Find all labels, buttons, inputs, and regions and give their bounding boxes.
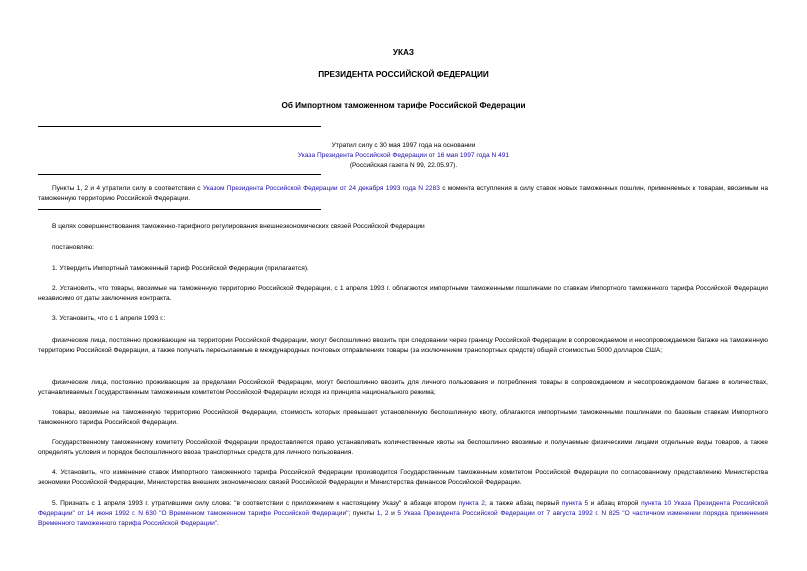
doc-issuer: ПРЕЗИДЕНТА РОССИЙСКОЙ ФЕДЕРАЦИИ [318,70,489,79]
doc-title: УКАЗ [392,48,415,57]
divider-bottom [38,209,321,210]
preamble: В целях совершенствования таможенно-тарифного регулирования внешнеэкономических связей Российской Федерации [52,223,425,230]
annulment-link[interactable]: Указа Президента Российской Федерации от 16 мая 1997 года N 491 [297,152,510,159]
clause-3-customs-committee: Государственному таможенному комитету Российской Федерации предоставляется право устанавливать количественные квоты на беспошлинно ввозимые и получаемые физическими лицами отдельные виды товаров, а также определять условия и порядок беспошлинного ввоза транспортных средств для личного пользования. [38,439,768,457]
clause-2: 2. Установить, что товары, ввозимые на таможенную территорию Российской Федерации, с 1 апреля 1993 г. облагаются импортными таможенными пошлинами по ставкам Импортного таможенного тарифа Российской Федерации независимо от даты заключения контракта. [38,285,768,303]
annulment-line: Утратил силу с 30 мая 1997 года на основании [331,142,476,149]
clause-4: 4. Установить, что изменение ставок Импортного таможенного тарифа Российской Федерации производится Государственным таможенным комитетом Российской Федерации по согласованному представлению Министерства экономики Российской Федерации, Министерства внешних экономических связей Российской Федерации и Министерства финансов Российской Федерации. [38,469,768,487]
clause-1: 1. Утвердить Импортный таможенный тариф Российской Федерации (прилагается). [52,265,309,272]
annulment-link-line [0,151,807,161]
clause-3: 3. Установить, что с 1 апреля 1993 г.: [52,315,166,322]
decree-word: постановляю: [52,244,95,251]
clause-5-text-4: ; пункты [348,510,377,518]
clause-5-text-1: 5. Признать с 1 апреля 1993 г. утратившими силу слова: "в соответствии с приложением к настоящему Указу" в абзаце втором [52,500,459,507]
doc-heading: Об Импортном таможенном тарифе Российской Федерации [281,101,526,110]
clause-5-text-5: , [380,510,385,518]
clause-5-link-p5[interactable]: пункта 5 [561,500,589,507]
clause-5-link-item-1[interactable]: 1 [376,510,381,518]
note-text-2: с момента вступления в силу ставок новых таможенных пошлин, применяемых к товарам, ввозимым на таможенную территорию Российской Федерации. [38,185,768,203]
clause-5-link-decree-825[interactable]: 5 Указа Президента Российской Федерации от 7 августа 1992 г. N 825 "О частичном изменении порядка применения Временного таможенного тарифа Российской Федерации" [38,510,768,528]
annulment-source: (Российская газета N 99, 22.05.97). [349,162,458,169]
clause-5-text-6: и [388,510,398,518]
clause-5-link-decree-630[interactable]: пункта 10 Указа Президента Российской Федерации" от 14 июня 1992 г. N 630 "О Временном таможенном тарифе Российской Федерации" [38,500,768,518]
clause-3-nonresidents: физические лица, постоянно проживающие за пределами Российской Федерации, могут беспошлинно ввозить для личного пользования и потребления товары в сопровождаемом и несопровождаемом багаже в количествах, устанавливаемых Государственным таможенным комитетом Российской Федерации исходя из принципа национального режима; [38,379,768,397]
clause-5 [38,499,768,530]
note-text-1: Пункты 1, 2 и 4 утратили силу в соответствии с [52,185,203,192]
clause-5-text-2: , а также абзац первый [484,500,562,507]
divider-middle [38,174,321,175]
note-link[interactable]: Указом Президента Российской Федерации от 24 декабря 1993 года N 2283 [202,185,440,192]
divider-top [38,126,321,127]
clause-5-link-p2[interactable]: пункта 2 [458,500,485,507]
clause-5-link-item-2[interactable]: 2 [384,510,389,518]
clause-5-text-7: . [217,520,219,528]
clause-3-goods: товары, ввозимые на таможенную территорию Российской Федерации, стоимость которых превышает установленную беспошлинную квоту, облагаются импортными таможенными пошлинами по базовым ставкам Импортного таможенного тарифа Российской Федерации. [38,409,768,427]
amendment-note [38,184,768,204]
clause-5-text-3: и абзац второй [588,500,642,507]
clause-3-residents: физические лица, постоянно проживающие на территории Российской Федерации, могут беспошлинно ввозить при следовании через границу Российской Федерации в сопровождаемом и несопровождаемом багаже на таможенную территорию Российской Федерации, а также получать пересылаемые в международных почтовых отправлениях товары (за исключением транспортных средств) общей стоимостью 5000 долларов США; [38,337,768,355]
